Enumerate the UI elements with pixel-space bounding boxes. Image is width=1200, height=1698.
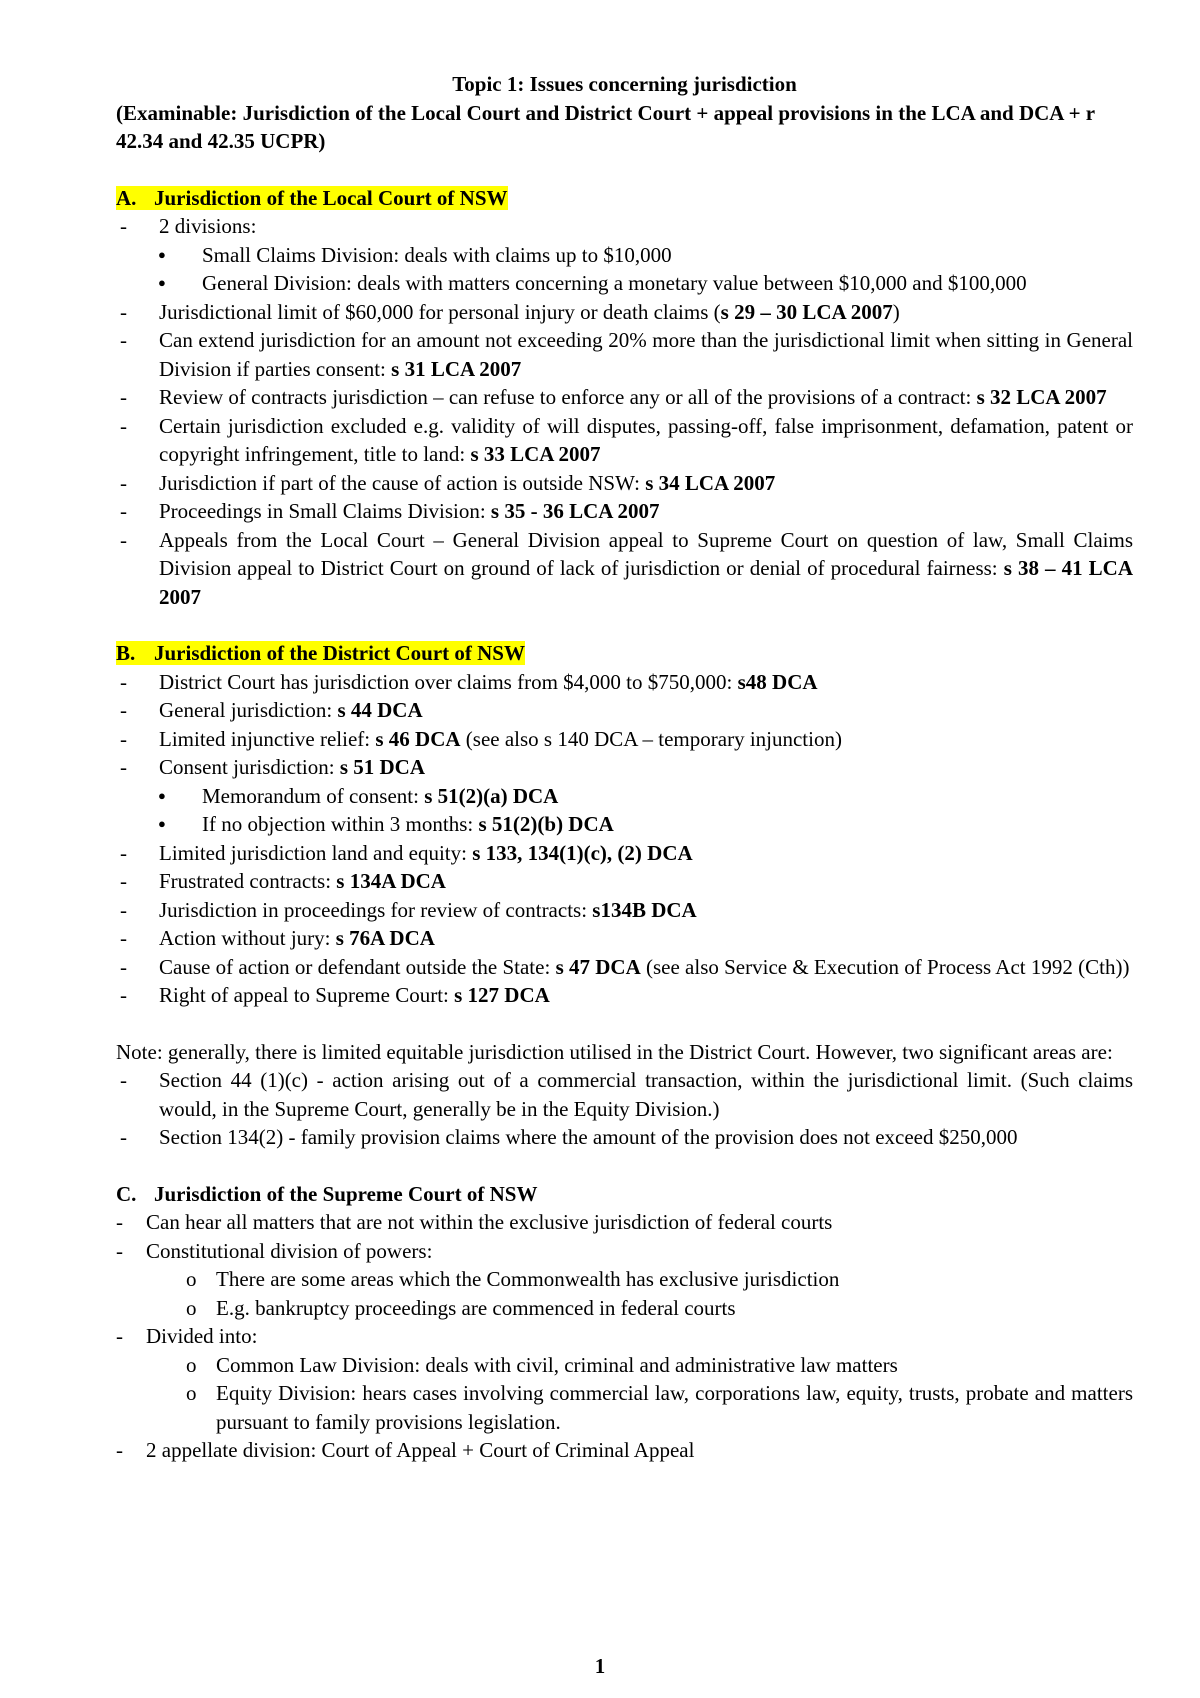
statute-ref: s 35 - 36 LCA 2007: [490, 499, 660, 523]
list-item: - Action without jury: s 76A DCA: [116, 924, 1133, 953]
statute-ref: s 33 LCA 2007: [470, 442, 601, 466]
statute-ref: s 51 DCA: [339, 755, 425, 779]
section-c-title: Jurisdiction of the Supreme Court of NSW: [154, 1181, 538, 1206]
page-subtitle: (Examinable: Jurisdiction of the Local Court and District Court + appeal provisions in the LCA and DCA + r 42.34 and 42.35 UCPR): [116, 100, 1095, 153]
statute-ref: s 34 LCA 2007: [645, 470, 776, 495]
sub-list-item: o Common Law Division: deals with civil, criminal and administrative law matters: [116, 1351, 1133, 1380]
section-b-label: B.: [116, 641, 136, 665]
list-item: - Cause of action or defendant outside the State: s 47 DCA (see also Service & Execution of Process Act 1992 (Cth)): [116, 953, 1133, 982]
sub-list-item: o E.g. bankruptcy proceedings are commenced in federal courts: [116, 1294, 1133, 1323]
statute-ref: s 47 DCA: [555, 954, 641, 979]
list-item: - Review of contracts jurisdiction – can refuse to enforce any or all of the provisions of a contract: s 32 LCA 2007: [116, 383, 1133, 412]
list-item: - General jurisdiction: s 44 DCA: [116, 696, 1133, 725]
list-item: - Consent jurisdiction: s 51 DCA: [116, 753, 1133, 782]
statute-ref: s 38 – 41 LCA 2007: [159, 556, 1133, 609]
list-item: - 2 divisions:: [116, 212, 1133, 241]
document-page: [116, 70, 1133, 1465]
list-item: - Divided into:: [116, 1322, 1133, 1351]
page-number: 1: [594, 1654, 606, 1678]
note-item: - Section 134(2) - family provision claims where the amount of the provision does not exceed $250,000: [116, 1123, 1133, 1152]
statute-ref: s134B DCA: [592, 897, 697, 922]
note-paragraph: Note: generally, there is limited equitable jurisdiction utilised in the District Court. However, two significant areas are:: [116, 1039, 1113, 1064]
sub-list-item: ● General Division: deals with matters concerning a monetary value between $10,000 and $100,000: [116, 269, 1133, 298]
section-a-heading: [116, 184, 1133, 213]
section-a-title: Jurisdiction of the Local Court of NSW: [154, 185, 508, 210]
list-item: - District Court has jurisdiction over claims from $4,000 to $750,000: s48 DCA: [116, 668, 1133, 697]
list-item: - Jurisdiction in proceedings for review of contracts: s134B DCA: [116, 896, 1133, 925]
statute-ref: s 133, 134(1)(c), (2) DCA: [472, 840, 693, 865]
statute-ref: s48 DCA: [737, 669, 818, 694]
section-c-heading: [116, 1180, 1133, 1209]
section-b-title: Jurisdiction of the District Court of NSW: [154, 641, 525, 665]
statute-ref: s 51(2)(b) DCA: [478, 812, 614, 836]
list-item: - Can extend jurisdiction for an amount not exceeding 20% more than the jurisdictional limit when sitting in General Division if parties consent: s 31 LCA 2007: [116, 326, 1133, 383]
list-item: - Jurisdictional limit of $60,000 for personal injury or death claims (s 29 – 30 LCA 2007): [116, 298, 1133, 327]
list-item: - Certain jurisdiction excluded e.g. validity of will disputes, passing-off, false imprisonment, defamation, patent or copyright infringement, title to land: s 33 LCA 2007: [116, 412, 1133, 469]
note-item: - Section 44 (1)(c) - action arising out of a commercial transaction, within the jurisdictional limit. (Such claims would, in the Supreme Court, generally be in the Equity Division.): [116, 1066, 1133, 1123]
list-item: - Can hear all matters that are not within the exclusive jurisdiction of federal courts: [116, 1208, 1133, 1237]
statute-ref: s 134A DCA: [336, 869, 446, 893]
list-item: - Limited injunctive relief: s 46 DCA (see also s 140 DCA – temporary injunction): [116, 725, 1133, 754]
list-item: - 2 appellate division: Court of Appeal + Court of Criminal Appeal: [116, 1436, 1133, 1465]
section-b-heading: [116, 639, 1133, 668]
statute-ref: s 44 DCA: [337, 698, 423, 722]
sub-list-item: o Equity Division: hears cases involving commercial law, corporations law, equity, trusts, probate and matters pursuant to family provisions legislation.: [116, 1379, 1133, 1436]
sub-list-item: ● Memorandum of consent: s 51(2)(a) DCA: [116, 782, 1133, 811]
page-title: Topic 1: Issues concerning jurisdiction: [452, 72, 797, 96]
list-item: - Limited jurisdiction land and equity: s 133, 134(1)(c), (2) DCA: [116, 839, 1133, 868]
list-item: - Frustrated contracts: s 134A DCA: [116, 867, 1133, 896]
list-item: - Right of appeal to Supreme Court: s 127 DCA: [116, 981, 1133, 1010]
sub-list-item: o There are some areas which the Commonwealth has exclusive jurisdiction: [116, 1265, 1133, 1294]
sub-list-item: ● Small Claims Division: deals with claims up to $10,000: [116, 241, 1133, 270]
list-item: - Constitutional division of powers:: [116, 1237, 1133, 1266]
list-item: - Jurisdiction if part of the cause of action is outside NSW: s 34 LCA 2007: [116, 469, 1133, 498]
section-c-label: C.: [116, 1181, 137, 1206]
list-item: - Appeals from the Local Court – General Division appeal to Supreme Court on question of law, Small Claims Division appeal to District Court on ground of lack of jurisdiction or denial of procedural fairness: s 38 – 41 LCA 2007: [116, 526, 1133, 612]
statute-ref: s 76A DCA: [335, 926, 435, 950]
statute-ref: s 29 – 30 LCA 2007: [720, 299, 893, 324]
statute-ref: s 127 DCA: [454, 983, 550, 1007]
statute-ref: s 32 LCA 2007: [976, 385, 1107, 409]
statute-ref: s 31 LCA 2007: [391, 356, 522, 381]
list-item: - Proceedings in Small Claims Division: s 35 - 36 LCA 2007: [116, 497, 1133, 526]
statute-ref: s 46 DCA: [375, 726, 461, 751]
statute-ref: s 51(2)(a) DCA: [424, 783, 559, 808]
section-a-label: A.: [116, 185, 137, 210]
sub-list-item: ● If no objection within 3 months: s 51(2)(b) DCA: [116, 810, 1133, 839]
